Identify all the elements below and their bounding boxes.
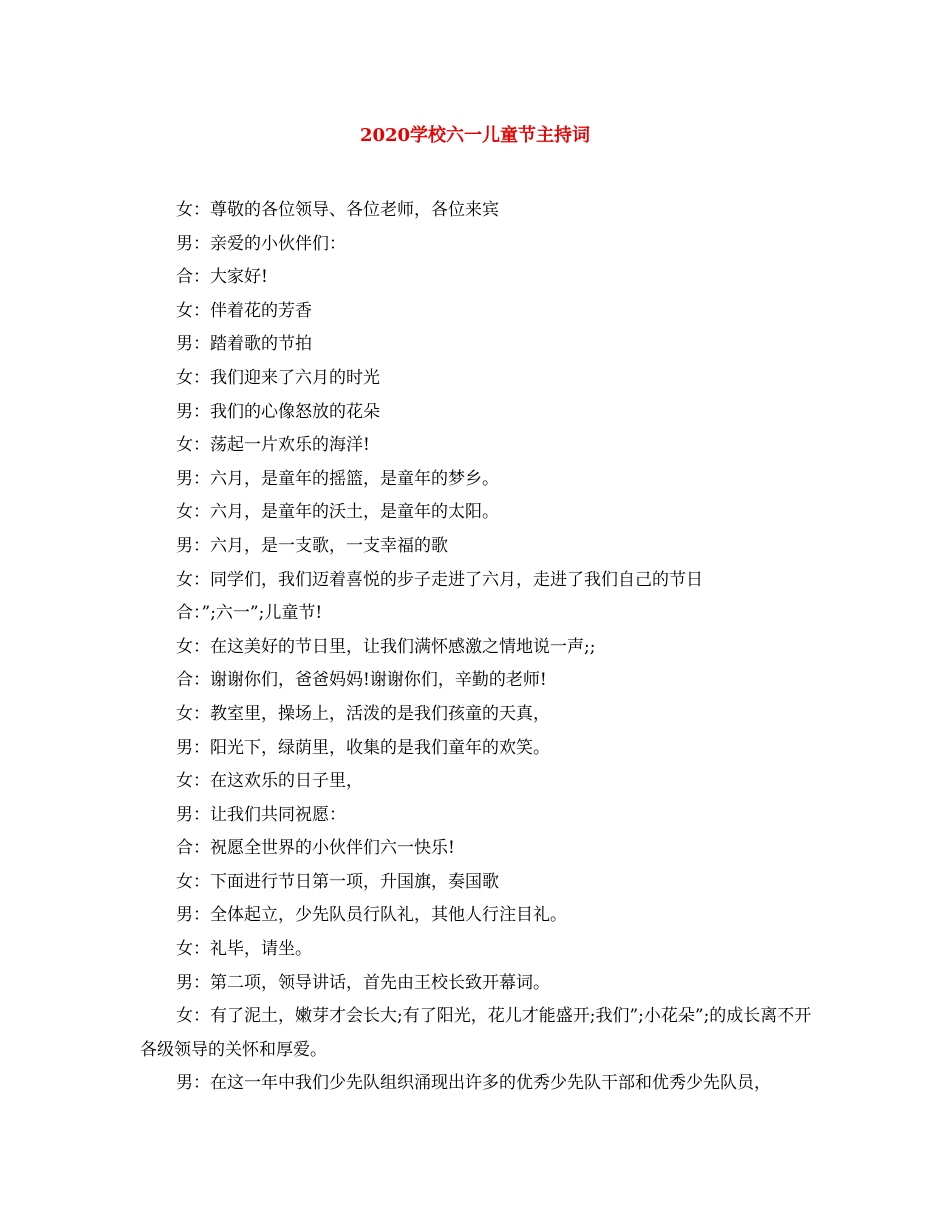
- script-line: 女：在这欢乐的日子里，: [176, 771, 363, 792]
- script-line: 女：我们迎来了六月的时光: [176, 367, 380, 388]
- script-line: 男：让我们共同祝愿：: [176, 804, 346, 825]
- document-body: [140, 194, 820, 1101]
- script-line: 女：同学们，我们迈着喜悦的步子走进了六月，走进了我们自己的节日: [176, 569, 703, 590]
- script-line: 男：我们的心像怒放的花朵: [176, 401, 380, 422]
- script-line: 男：踏着歌的节拍: [176, 334, 312, 355]
- script-line: 男：六月，是童年的摇篮，是童年的梦乡。: [176, 468, 499, 489]
- script-line: 女：在这美好的节日里，让我们满怀感激之情地说一声;;: [176, 636, 596, 657]
- script-line: 女：教室里，操场上，活泼的是我们孩童的天真，: [176, 703, 550, 724]
- script-line: 合：祝愿全世界的小伙伴们六一快乐!: [176, 838, 455, 859]
- script-line: 女：荡起一片欢乐的海洋!: [176, 435, 370, 456]
- script-line: 男：第二项，领导讲话，首先由王校长致开幕词。: [176, 972, 550, 993]
- script-line: 女：尊敬的各位领导、各位老师，各位来宾: [176, 200, 499, 220]
- script-line: 合：大家好!: [176, 267, 268, 288]
- script-line: 合：”;六一”;儿童节!: [176, 603, 323, 624]
- script-line: 女：礼毕，请坐。: [176, 939, 312, 960]
- document-title: 2020学校六一儿童节主持词: [359, 125, 591, 146]
- script-line: 男：在这一年中我们少先队组织涌现出许多的优秀少先队干部和优秀少先队员，: [176, 1073, 771, 1094]
- script-line: 男：亲爱的小伙伴们：: [176, 233, 346, 254]
- script-line: 女：下面进行节日第一项，升国旗，奏国歌: [176, 871, 499, 892]
- script-line: 男：阳光下，绿荫里，收集的是我们童年的欢笑。: [176, 737, 550, 758]
- script-line: 女：有了泥土，嫩芽才会长大;有了阳光，花儿才能盛开;我们”;小花朵”;的成长离不开各级领导的关怀和厚爱。: [140, 1006, 812, 1060]
- script-line: 合：谢谢你们，爸爸妈妈!谢谢你们，辛勤的老师!: [176, 670, 547, 691]
- script-line: 女：六月，是童年的沃土，是童年的太阳。: [176, 502, 499, 523]
- script-line: 女：伴着花的芳香: [176, 300, 312, 321]
- script-line: 男：六月，是一支歌，一支幸福的歌: [176, 535, 448, 556]
- script-line: 男：全体起立，少先队员行队礼，其他人行注目礼。: [176, 905, 567, 926]
